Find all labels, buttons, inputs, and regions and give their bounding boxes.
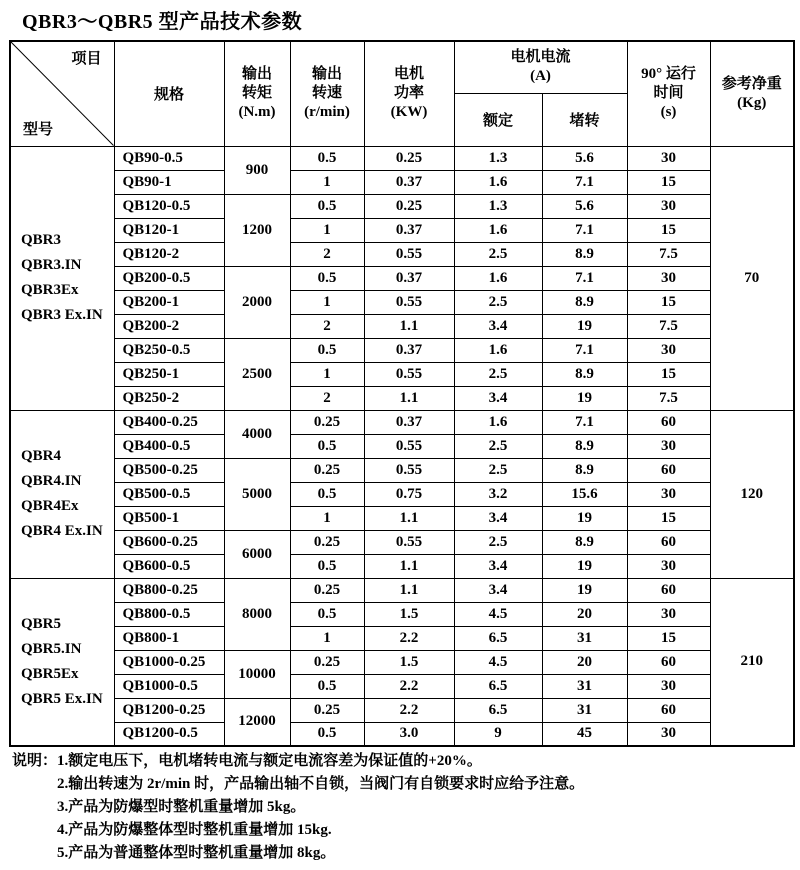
spec-cell: QB250-1 (114, 362, 224, 386)
table-row (10, 626, 794, 650)
speed-cell: 0.5 (290, 674, 364, 698)
stall-cell: 19 (542, 578, 627, 602)
torque-cell: 2000 (224, 266, 290, 338)
model-cell (10, 146, 114, 410)
rated-cell: 1.3 (454, 146, 542, 170)
table-row (10, 650, 794, 674)
note-text-4: 4.产品为防爆整体型时整机重量增加 15kg. (57, 822, 332, 838)
model-name: QBR5.IN (21, 640, 82, 657)
spec-cell: QB1200-0.25 (114, 698, 224, 722)
time-cell: 60 (627, 578, 710, 602)
torque-cell: 6000 (224, 530, 290, 578)
spec-cell: QB800-1 (114, 626, 224, 650)
table-row (10, 554, 794, 578)
model-name: QBR4 (21, 448, 62, 464)
time-cell: 15 (627, 218, 710, 242)
rated-cell: 4.5 (454, 602, 542, 626)
rated-cell: 2.5 (454, 458, 542, 482)
model-name: QBR4 Ex.IN (21, 523, 103, 539)
power-cell: 0.37 (364, 170, 454, 194)
table-row (10, 290, 794, 314)
rated-cell: 1.6 (454, 338, 542, 362)
header-stall-current: 堵转 (542, 93, 627, 146)
spec-cell: QB250-2 (114, 386, 224, 410)
torque-cell: 2500 (224, 338, 290, 410)
power-cell: 2.2 (364, 674, 454, 698)
stall-cell: 19 (542, 554, 627, 578)
power-cell: 1.5 (364, 650, 454, 674)
header-diagonal-cell (10, 41, 114, 146)
time-cell: 60 (627, 698, 710, 722)
rated-cell: 2.5 (454, 242, 542, 266)
time-cell: 60 (627, 650, 710, 674)
speed-cell: 1 (290, 290, 364, 314)
model-cell (10, 410, 114, 578)
speed-cell: 0.5 (290, 266, 364, 290)
time-cell: 60 (627, 530, 710, 554)
spec-table-body (10, 146, 794, 746)
header-spec: 规格 (114, 41, 224, 146)
speed-cell: 0.5 (290, 722, 364, 746)
time-cell: 15 (627, 506, 710, 530)
power-cell: 0.25 (364, 194, 454, 218)
model-name: QBR5Ex (21, 665, 79, 682)
stall-cell: 8.9 (542, 458, 627, 482)
notes-section (12, 750, 792, 865)
model-name: QBR5 (21, 615, 62, 632)
speed-cell: 0.5 (290, 602, 364, 626)
model-name: QBR3Ex (21, 282, 79, 298)
rated-cell: 2.5 (454, 530, 542, 554)
rated-cell: 1.6 (454, 218, 542, 242)
speed-cell: 0.25 (290, 530, 364, 554)
time-cell: 60 (627, 458, 710, 482)
model-name: QBR3 (21, 232, 62, 248)
stall-cell: 19 (542, 386, 627, 410)
speed-cell: 0.25 (290, 698, 364, 722)
power-cell: 0.55 (364, 434, 454, 458)
table-row (10, 530, 794, 554)
time-cell: 30 (627, 674, 710, 698)
time-cell: 30 (627, 722, 710, 746)
stall-cell: 8.9 (542, 530, 627, 554)
power-cell: 3.0 (364, 722, 454, 746)
rated-cell: 6.5 (454, 626, 542, 650)
rated-cell: 2.5 (454, 362, 542, 386)
power-cell: 0.37 (364, 338, 454, 362)
torque-cell: 5000 (224, 458, 290, 530)
time-cell: 15 (627, 170, 710, 194)
table-row (10, 434, 794, 458)
power-cell: 0.25 (364, 146, 454, 170)
power-cell: 0.75 (364, 482, 454, 506)
speed-cell: 1 (290, 218, 364, 242)
power-cell: 1.1 (364, 554, 454, 578)
power-cell: 0.55 (364, 242, 454, 266)
stall-cell: 5.6 (542, 194, 627, 218)
table-row (10, 602, 794, 626)
time-cell: 60 (627, 410, 710, 434)
header-rated-current: 额定 (454, 93, 542, 146)
speed-cell: 2 (290, 242, 364, 266)
power-cell: 0.37 (364, 266, 454, 290)
header-item-label: 项目 (71, 51, 102, 67)
speed-cell: 0.25 (290, 650, 364, 674)
note-text-2: 2.输出转速为 2r/min 时，产品输出轴不自锁，当阀门有自锁要求时应给予注意。 (57, 776, 585, 792)
table-row (10, 482, 794, 506)
model-name: QBR3.IN (21, 257, 82, 273)
time-cell: 7.5 (627, 386, 710, 410)
table-row (10, 218, 794, 242)
time-cell: 15 (627, 626, 710, 650)
spec-cell: QB120-1 (114, 218, 224, 242)
stall-cell: 45 (542, 722, 627, 746)
power-cell: 0.55 (364, 362, 454, 386)
header-runtime: 90° 运行 时间 (s) (627, 41, 710, 146)
rated-cell: 2.5 (454, 434, 542, 458)
header-model-label: 型号 (23, 121, 54, 138)
rated-cell: 3.4 (454, 554, 542, 578)
note-text-3: 3.产品为防爆型时整机重量增加 5kg。 (57, 799, 306, 815)
spec-table (9, 40, 795, 747)
table-row (10, 458, 794, 482)
spec-cell: QB400-0.25 (114, 410, 224, 434)
stall-cell: 7.1 (542, 218, 627, 242)
speed-cell: 0.5 (290, 146, 364, 170)
table-row (10, 146, 794, 170)
spec-cell: QB1000-0.25 (114, 650, 224, 674)
time-cell: 15 (627, 362, 710, 386)
spec-cell: QB90-1 (114, 170, 224, 194)
table-row (10, 578, 794, 602)
rated-cell: 2.5 (454, 290, 542, 314)
spec-cell: QB1200-0.5 (114, 722, 224, 746)
rated-cell: 3.4 (454, 578, 542, 602)
time-cell: 30 (627, 266, 710, 290)
header-row-top (10, 41, 794, 93)
weight-cell: 70 (710, 146, 794, 410)
stall-cell: 31 (542, 674, 627, 698)
spec-cell: QB400-0.5 (114, 434, 224, 458)
spec-cell: QB800-0.5 (114, 602, 224, 626)
table-row (10, 194, 794, 218)
power-cell: 1.1 (364, 578, 454, 602)
rated-cell: 1.3 (454, 194, 542, 218)
notes-label: 说明： (12, 753, 58, 769)
weight-cell: 120 (710, 410, 794, 578)
note-line-1 (12, 750, 792, 773)
model-cell (10, 578, 114, 746)
speed-cell: 0.5 (290, 482, 364, 506)
spec-cell: QB500-1 (114, 506, 224, 530)
table-row (10, 170, 794, 194)
time-cell: 30 (627, 602, 710, 626)
table-row (10, 698, 794, 722)
table-row (10, 386, 794, 410)
stall-cell: 7.1 (542, 266, 627, 290)
header-output-speed: 输出 转速 (r/min) (290, 41, 364, 146)
spec-cell: QB600-0.25 (114, 530, 224, 554)
weight-cell: 210 (710, 578, 794, 746)
power-cell: 2.2 (364, 698, 454, 722)
power-cell: 1.1 (364, 506, 454, 530)
time-cell: 30 (627, 146, 710, 170)
stall-cell: 31 (542, 626, 627, 650)
spec-cell: QB120-0.5 (114, 194, 224, 218)
header-motor-current-group: 电机电流 (A) (454, 41, 627, 93)
torque-cell: 4000 (224, 410, 290, 458)
table-row (10, 266, 794, 290)
stall-cell: 20 (542, 650, 627, 674)
rated-cell: 1.6 (454, 170, 542, 194)
spec-cell: QB250-0.5 (114, 338, 224, 362)
stall-cell: 7.1 (542, 170, 627, 194)
spec-cell: QB600-0.5 (114, 554, 224, 578)
speed-cell: 0.25 (290, 578, 364, 602)
power-cell: 0.55 (364, 290, 454, 314)
header-motor-power: 电机 功率 (KW) (364, 41, 454, 146)
torque-cell: 12000 (224, 698, 290, 746)
speed-cell: 0.5 (290, 338, 364, 362)
stall-cell: 31 (542, 698, 627, 722)
stall-cell: 8.9 (542, 290, 627, 314)
speed-cell: 0.5 (290, 434, 364, 458)
model-name: QBR4Ex (21, 498, 79, 514)
torque-cell: 900 (224, 146, 290, 194)
power-cell: 1.1 (364, 386, 454, 410)
stall-cell: 7.1 (542, 338, 627, 362)
time-cell: 30 (627, 554, 710, 578)
power-cell: 0.55 (364, 458, 454, 482)
speed-cell: 0.25 (290, 458, 364, 482)
stall-cell: 8.9 (542, 362, 627, 386)
torque-cell: 1200 (224, 194, 290, 266)
rated-cell: 4.5 (454, 650, 542, 674)
header-output-torque: 输出 转矩 (N.m) (224, 41, 290, 146)
power-cell: 0.37 (364, 218, 454, 242)
rated-cell: 3.2 (454, 482, 542, 506)
spec-cell: QB200-1 (114, 290, 224, 314)
table-row (10, 338, 794, 362)
table-row (10, 242, 794, 266)
time-cell: 30 (627, 482, 710, 506)
time-cell: 7.5 (627, 314, 710, 338)
stall-cell: 19 (542, 314, 627, 338)
note-text-1: 1.额定电压下，电机堵转电流与额定电流容差为保证值的+20%。 (57, 753, 482, 769)
time-cell: 30 (627, 434, 710, 458)
stall-cell: 7.1 (542, 410, 627, 434)
spec-cell: QB500-0.5 (114, 482, 224, 506)
speed-cell: 0.5 (290, 554, 364, 578)
spec-cell: QB90-0.5 (114, 146, 224, 170)
stall-cell: 15.6 (542, 482, 627, 506)
stall-cell: 19 (542, 506, 627, 530)
table-row (10, 410, 794, 434)
model-name: QBR3 Ex.IN (21, 307, 103, 323)
speed-cell: 1 (290, 626, 364, 650)
torque-cell: 8000 (224, 578, 290, 650)
speed-cell: 1 (290, 506, 364, 530)
header-reference-weight: 参考净重 (Kg) (710, 41, 794, 146)
table-row (10, 506, 794, 530)
power-cell: 0.55 (364, 530, 454, 554)
rated-cell: 3.4 (454, 314, 542, 338)
spec-cell: QB1000-0.5 (114, 674, 224, 698)
spec-cell: QB200-0.5 (114, 266, 224, 290)
power-cell: 2.2 (364, 626, 454, 650)
torque-cell: 10000 (224, 650, 290, 698)
time-cell: 15 (627, 290, 710, 314)
table-row (10, 674, 794, 698)
stall-cell: 8.9 (542, 242, 627, 266)
stall-cell: 20 (542, 602, 627, 626)
spec-cell: QB120-2 (114, 242, 224, 266)
speed-cell: 0.25 (290, 410, 364, 434)
table-row (10, 362, 794, 386)
stall-cell: 8.9 (542, 434, 627, 458)
rated-cell: 9 (454, 722, 542, 746)
speed-cell: 0.5 (290, 194, 364, 218)
time-cell: 7.5 (627, 242, 710, 266)
power-cell: 0.37 (364, 410, 454, 434)
model-name: QBR4.IN (21, 473, 82, 489)
model-name: QBR5 Ex.IN (21, 690, 103, 707)
rated-cell: 1.6 (454, 266, 542, 290)
time-cell: 30 (627, 194, 710, 218)
spec-cell: QB800-0.25 (114, 578, 224, 602)
rated-cell: 3.4 (454, 506, 542, 530)
rated-cell: 6.5 (454, 698, 542, 722)
rated-cell: 3.4 (454, 386, 542, 410)
stall-cell: 5.6 (542, 146, 627, 170)
rated-cell: 6.5 (454, 674, 542, 698)
rated-cell: 1.6 (454, 410, 542, 434)
speed-cell: 2 (290, 386, 364, 410)
note-text-5: 5.产品为普通整体型时整机重量增加 8kg。 (57, 845, 336, 861)
speed-cell: 1 (290, 362, 364, 386)
time-cell: 30 (627, 338, 710, 362)
table-row (10, 314, 794, 338)
page-title: QBR3～QBR5 型产品技术参数 (22, 11, 303, 33)
spec-cell: QB500-0.25 (114, 458, 224, 482)
spec-cell: QB200-2 (114, 314, 224, 338)
power-cell: 1.1 (364, 314, 454, 338)
speed-cell: 2 (290, 314, 364, 338)
power-cell: 1.5 (364, 602, 454, 626)
speed-cell: 1 (290, 170, 364, 194)
table-row (10, 722, 794, 746)
